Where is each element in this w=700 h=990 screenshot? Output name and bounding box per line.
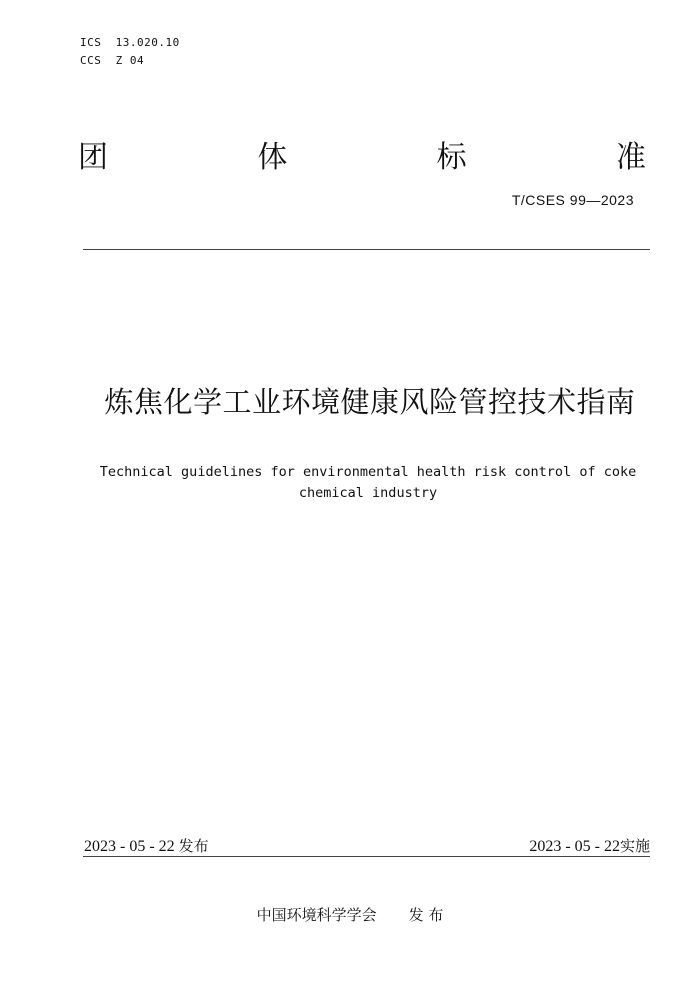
ics-code: ICS 13.020.10 xyxy=(80,36,180,49)
classification-codes xyxy=(80,34,180,70)
title-english xyxy=(80,462,656,504)
title-chinese: 炼焦化学工业环境健康风险管控技术指南 xyxy=(104,385,636,419)
publisher-label: 发 布 xyxy=(408,906,444,924)
ccs-code: CCS Z 04 xyxy=(80,54,145,67)
publisher-line xyxy=(0,904,700,925)
standard-type-char-3: 标 xyxy=(436,140,467,175)
standard-number: T/CSES 99—2023 xyxy=(511,192,634,208)
release-date xyxy=(84,835,209,856)
effective-label: 实施 xyxy=(619,837,650,855)
bottom-divider xyxy=(83,856,650,857)
title-english-line-1: Technical guidelines for environmental health risk control of coke xyxy=(99,464,637,480)
title-english-line-2: chemical industry xyxy=(298,485,438,501)
standard-type-char-4: 准 xyxy=(615,140,646,175)
standard-type-heading xyxy=(78,132,646,176)
standard-type-char-2: 体 xyxy=(257,140,288,175)
effective-date xyxy=(529,835,650,856)
release-date-value: 2023 - 05 - 22 xyxy=(84,838,175,855)
release-label: 发布 xyxy=(178,837,209,855)
standard-type-char-1: 团 xyxy=(78,140,108,175)
effective-date-value: 2023 - 05 - 22 xyxy=(529,838,620,855)
top-divider xyxy=(83,249,650,250)
publisher-name: 中国环境科学学会 xyxy=(256,906,377,924)
